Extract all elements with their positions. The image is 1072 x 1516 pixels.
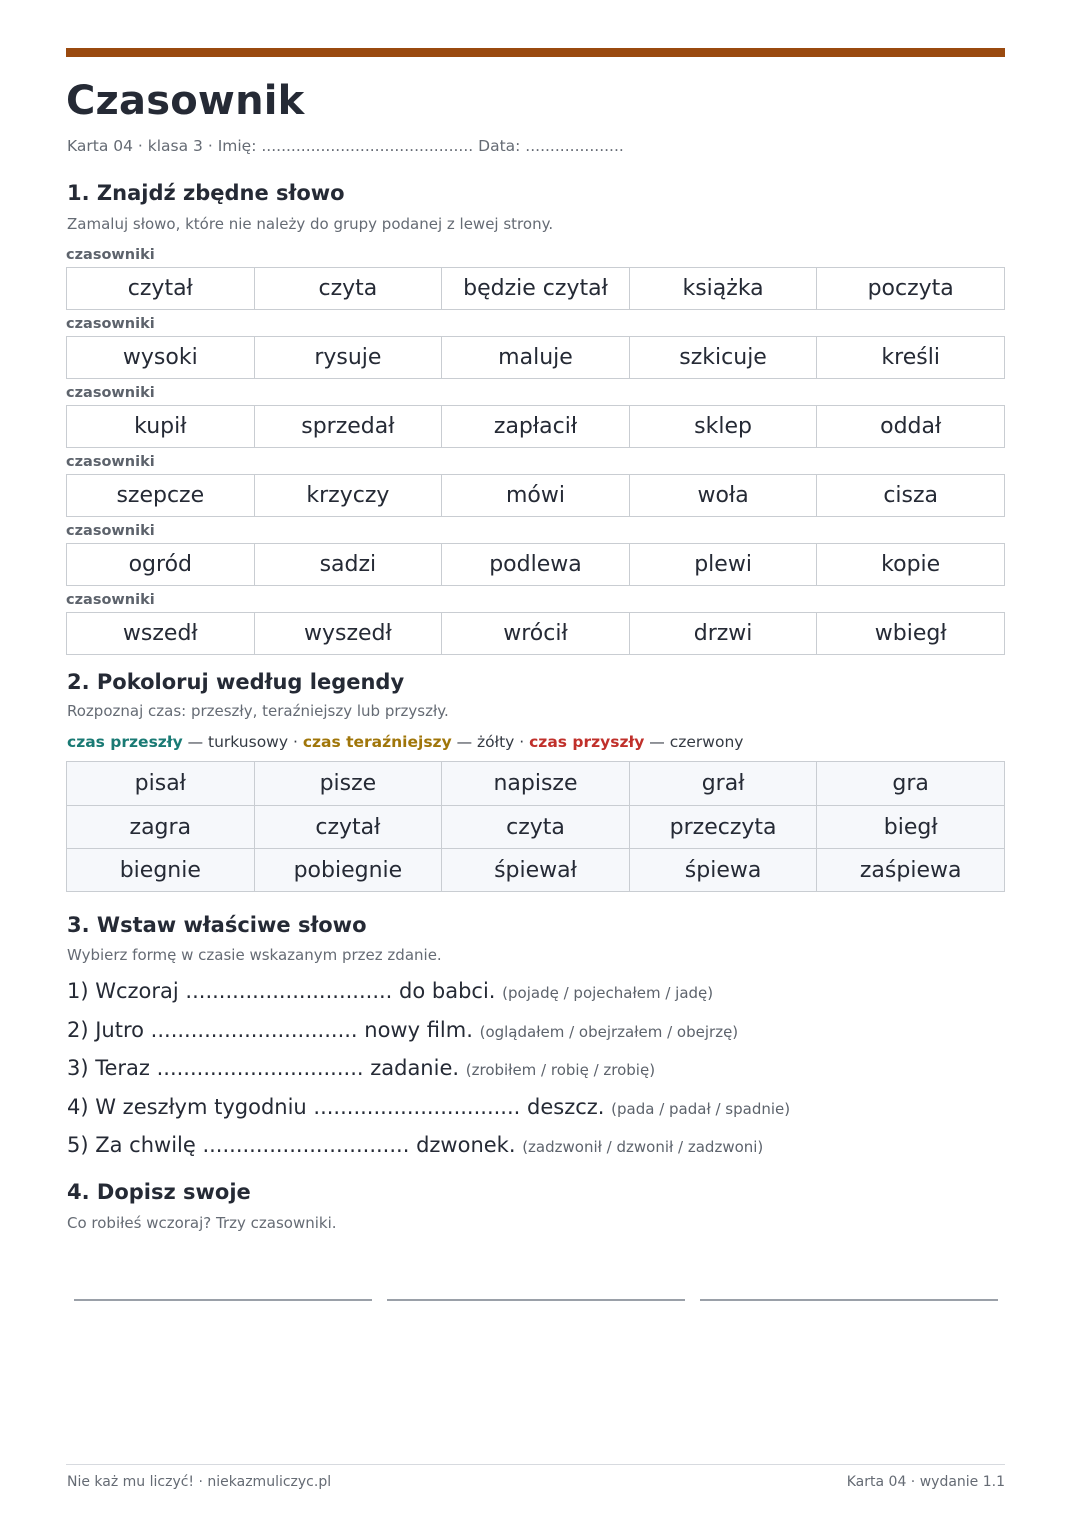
group-label: czasowniki [66,523,155,539]
footer-site: Nie każ mu liczyć! · niekazmuliczyc.pl [67,1474,332,1490]
fill-in-sentences [67,976,790,1169]
group-label: czasowniki [66,247,155,263]
word-cell[interactable]: będzie czytał [441,268,629,309]
word-row [66,612,1005,655]
word-cell[interactable]: zapłacił [441,406,629,447]
page-title: Czasownik [66,78,305,124]
sentence-text: 1) Wczoraj ............................... do babci. [67,979,496,1003]
word-cell[interactable]: wbiegł [816,613,1004,654]
sentence-hint: (zadzwonił / dzwonił / zadzwoni) [522,1138,764,1156]
word-row [66,267,1005,310]
grid-row [67,805,1004,848]
grid-cell[interactable]: czyta [441,806,629,848]
footer-divider [66,1464,1005,1465]
word-cell[interactable]: wrócił [441,613,629,654]
word-cell[interactable]: rysuje [254,337,442,378]
grid-cell[interactable]: zaśpiewa [816,849,1004,891]
section3-instruction: Wybierz formę w czasie wskazanym przez zdanie. [67,946,442,964]
grid-cell[interactable]: śpiewał [441,849,629,891]
section2-instruction: Rozpoznaj czas: przeszły, teraźniejszy lub przyszły. [67,702,449,720]
word-cell[interactable]: plewi [629,544,817,585]
sentence-hint: (pojadę / pojechałem / jadę) [502,984,714,1002]
sentence-text: 4) W zeszłym tygodniu ............................... deszcz. [67,1094,605,1119]
word-cell[interactable]: maluje [441,337,629,378]
answer-line-3[interactable] [700,1299,998,1301]
grid-cell[interactable]: śpiewa [629,849,817,891]
section3-heading: 3. Wstaw właściwe słowo [67,913,367,937]
group-label: czasowniki [66,592,155,608]
sentence-hint: (pada / padał / spadnie) [611,1099,791,1118]
top-accent-bar [66,48,1005,57]
word-cell[interactable]: sklep [629,406,817,447]
legend-future-label: czas przyszły [529,733,645,751]
sentence-item[interactable] [67,1130,790,1169]
word-cell[interactable]: kupił [134,414,187,439]
grid-cell[interactable]: przeczyta [629,806,817,848]
legend-past-color: — turkusowy · [182,733,303,751]
grid-cell[interactable]: napisze [441,762,629,805]
word-cell[interactable]: książka [629,268,817,309]
odd-word-groups [66,243,1005,657]
sentence-item[interactable] [67,976,790,1015]
word-cell[interactable]: woła [629,475,817,516]
word-cell[interactable]: podlewa [441,544,629,585]
sentence-item[interactable] [67,1092,790,1131]
grid-cell[interactable]: grał [629,762,817,805]
grid-cell[interactable]: czytał [254,806,442,848]
word-cell[interactable]: szkicuje [629,337,817,378]
grid-cell[interactable]: pisze [254,762,442,805]
worksheet-meta: Karta 04 · klasa 3 · Imię: ........................................... Data: .................... [67,137,624,155]
section1-instruction: Zamaluj słowo, które nie należy do grupy podanej z lewej strony. [67,215,554,233]
legend-past-label: czas przeszły [67,733,183,751]
grid-row [67,848,1004,891]
word-cell[interactable]: oddał [816,406,1004,447]
word-cell[interactable]: sprzedał [254,406,442,447]
grid-cell[interactable]: zagra [129,814,192,840]
sentence-text: 5) Za chwilę ............................... dzwonek. [67,1133,516,1157]
word-row [66,543,1005,586]
sentence-item[interactable] [67,1053,790,1092]
word-row [66,405,1005,448]
word-cell[interactable]: kopie [816,544,1004,585]
word-cell[interactable]: poczyta [816,268,1004,309]
word-cell[interactable]: drzwi [629,613,817,654]
sentence-text: 3) Teraz ............................... zadanie. [67,1056,460,1080]
word-row [66,336,1005,379]
grid-cell[interactable]: pisał [134,771,186,796]
legend-future-color: — czerwony [644,733,744,751]
grid-cell[interactable]: pobiegnie [254,849,442,891]
legend-present-color: — żółty · [451,733,530,751]
grid-cell[interactable]: biegnie [119,857,201,883]
legend-present-label: czas teraźniejszy [302,733,452,751]
sentence-hint: (oglądałem / obejrzałem / obejrzę) [479,1022,739,1041]
word-cell[interactable]: szepcze [116,483,205,508]
grid-cell[interactable]: biegł [816,806,1004,848]
word-cell[interactable]: czyta [254,268,442,309]
word-cell[interactable]: czytał [127,276,193,301]
word-cell[interactable]: cisza [816,475,1004,516]
section1-heading: 1. Znajdź zbędne słowo [67,181,345,205]
word-cell[interactable]: sadzi [254,544,442,585]
sentence-hint: (zrobiłem / robię / zrobię) [465,1061,656,1079]
word-cell[interactable]: wyszedł [254,613,442,654]
grid-cell[interactable]: gra [816,762,1004,805]
word-row [66,474,1005,517]
word-cell[interactable]: kreśli [816,337,1004,378]
group-label: czasowniki [66,316,155,332]
answer-line-1[interactable] [74,1299,372,1301]
grid-row [67,762,1004,805]
footer-edition: Karta 04 · wydanie 1.1 [846,1474,1005,1490]
sentence-item[interactable] [67,1015,790,1054]
group-label: czasowniki [66,385,155,401]
word-cell[interactable]: ogród [128,552,192,577]
section4-heading: 4. Dopisz swoje [67,1180,251,1204]
coloring-grid [66,761,1005,892]
answer-line-2[interactable] [387,1299,685,1301]
section2-heading: 2. Pokoloruj według legendy [67,670,405,694]
word-cell[interactable]: wszedł [122,621,198,646]
word-cell[interactable]: wysoki [122,345,198,370]
word-cell[interactable]: krzyczy [254,475,442,516]
section4-instruction: Co robiłeś wczoraj? Trzy czasowniki. [67,1214,337,1232]
sentence-text: 2) Jutro ............................... nowy film. [67,1017,473,1042]
color-legend [67,733,743,751]
word-cell[interactable]: mówi [441,475,629,516]
group-label: czasowniki [66,454,155,470]
